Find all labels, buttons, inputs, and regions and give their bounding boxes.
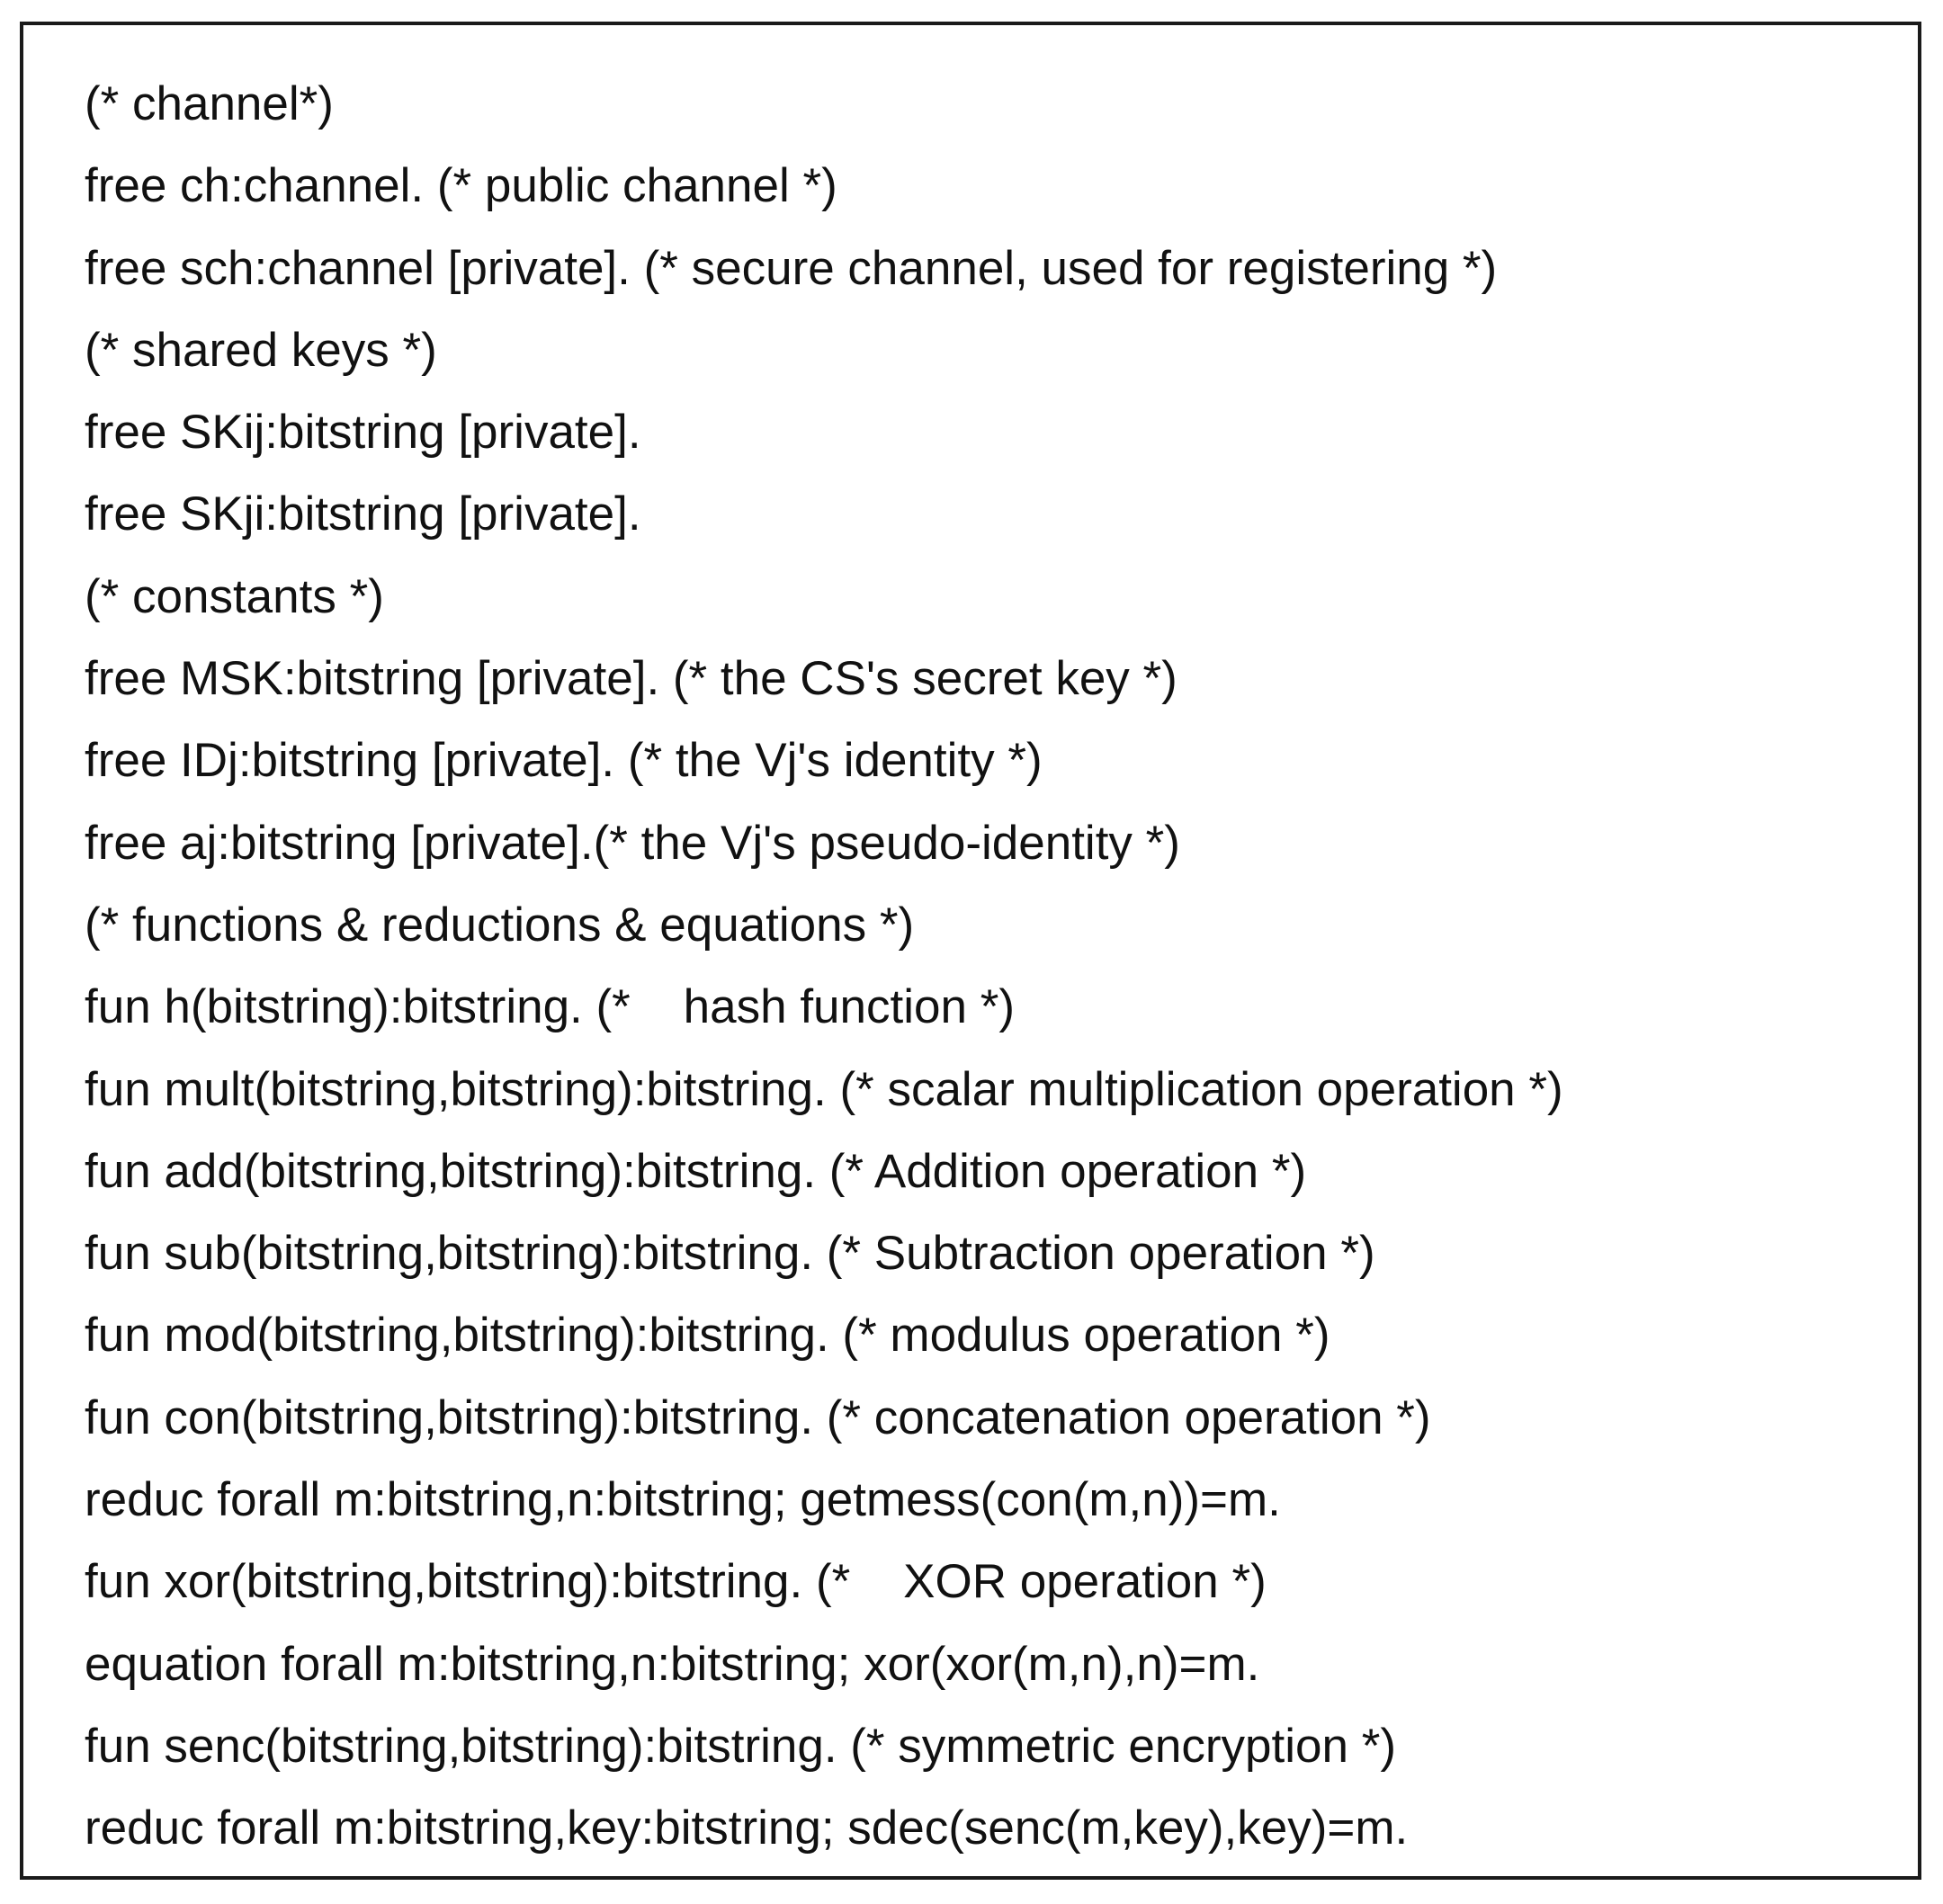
code-line-reduc-sdec: reduc forall m:bitstring,key:bitstring; sdec(senc(m,key),key)=m. bbox=[85, 1801, 1409, 1855]
code-line-channel-comment: (* channel*) bbox=[85, 77, 334, 130]
code-line-shared-keys-comment: (* shared keys *) bbox=[85, 323, 437, 377]
code-line-fun-add: fun add(bitstring,bitstring):bitstring. (* Addition operation *) bbox=[85, 1144, 1307, 1198]
code-line-fun-h: fun h(bitstring):bitstring. (* hash function *) bbox=[85, 980, 1015, 1034]
code-line-reduc-getmess: reduc forall m:bitstring,n:bitstring; getmess(con(m,n))=m. bbox=[85, 1473, 1281, 1527]
code-line-fun-con: fun con(bitstring,bitstring):bitstring. (* concatenation operation *) bbox=[85, 1390, 1431, 1444]
code-line-fun-mult: fun mult(bitstring,bitstring):bitstring. (* scalar multiplication operation *) bbox=[85, 1062, 1563, 1116]
code-line-fun-sub: fun sub(bitstring,bitstring):bitstring. (* Subtraction operation *) bbox=[85, 1227, 1375, 1281]
code-line-free-aj: free aj:bitstring [private].(* the Vj's pseudo-identity *) bbox=[85, 816, 1180, 870]
code-line-free-skij: free SKij:bitstring [private]. bbox=[85, 406, 641, 460]
code-line-functions-comment: (* functions & reductions & equations *) bbox=[85, 898, 915, 952]
code-line-free-sch: free sch:channel [private]. (* secure channel, used for registering *) bbox=[85, 241, 1498, 295]
code-line-constants-comment: (* constants *) bbox=[85, 569, 384, 623]
code-line-fun-senc: fun senc(bitstring,bitstring):bitstring. (* symmetric encryption *) bbox=[85, 1719, 1396, 1773]
code-listing bbox=[85, 63, 1563, 1870]
code-line-fun-xor: fun xor(bitstring,bitstring):bitstring. (* XOR operation *) bbox=[85, 1555, 1267, 1609]
code-line-free-skji: free SKji:bitstring [private]. bbox=[85, 487, 641, 541]
code-line-free-msk: free MSK:bitstring [private]. (* the CS's secret key *) bbox=[85, 652, 1177, 706]
code-line-free-idj: free IDj:bitstring [private]. (* the Vj's identity *) bbox=[85, 734, 1043, 788]
code-line-free-ch: free ch:channel. (* public channel *) bbox=[85, 159, 837, 213]
code-line-fun-mod: fun mod(bitstring,bitstring):bitstring. (* modulus operation *) bbox=[85, 1309, 1330, 1363]
code-listing-box bbox=[20, 22, 1921, 1880]
code-line-equation-xor: equation forall m:bitstring,n:bitstring; xor(xor(m,n),n)=m. bbox=[85, 1637, 1260, 1691]
